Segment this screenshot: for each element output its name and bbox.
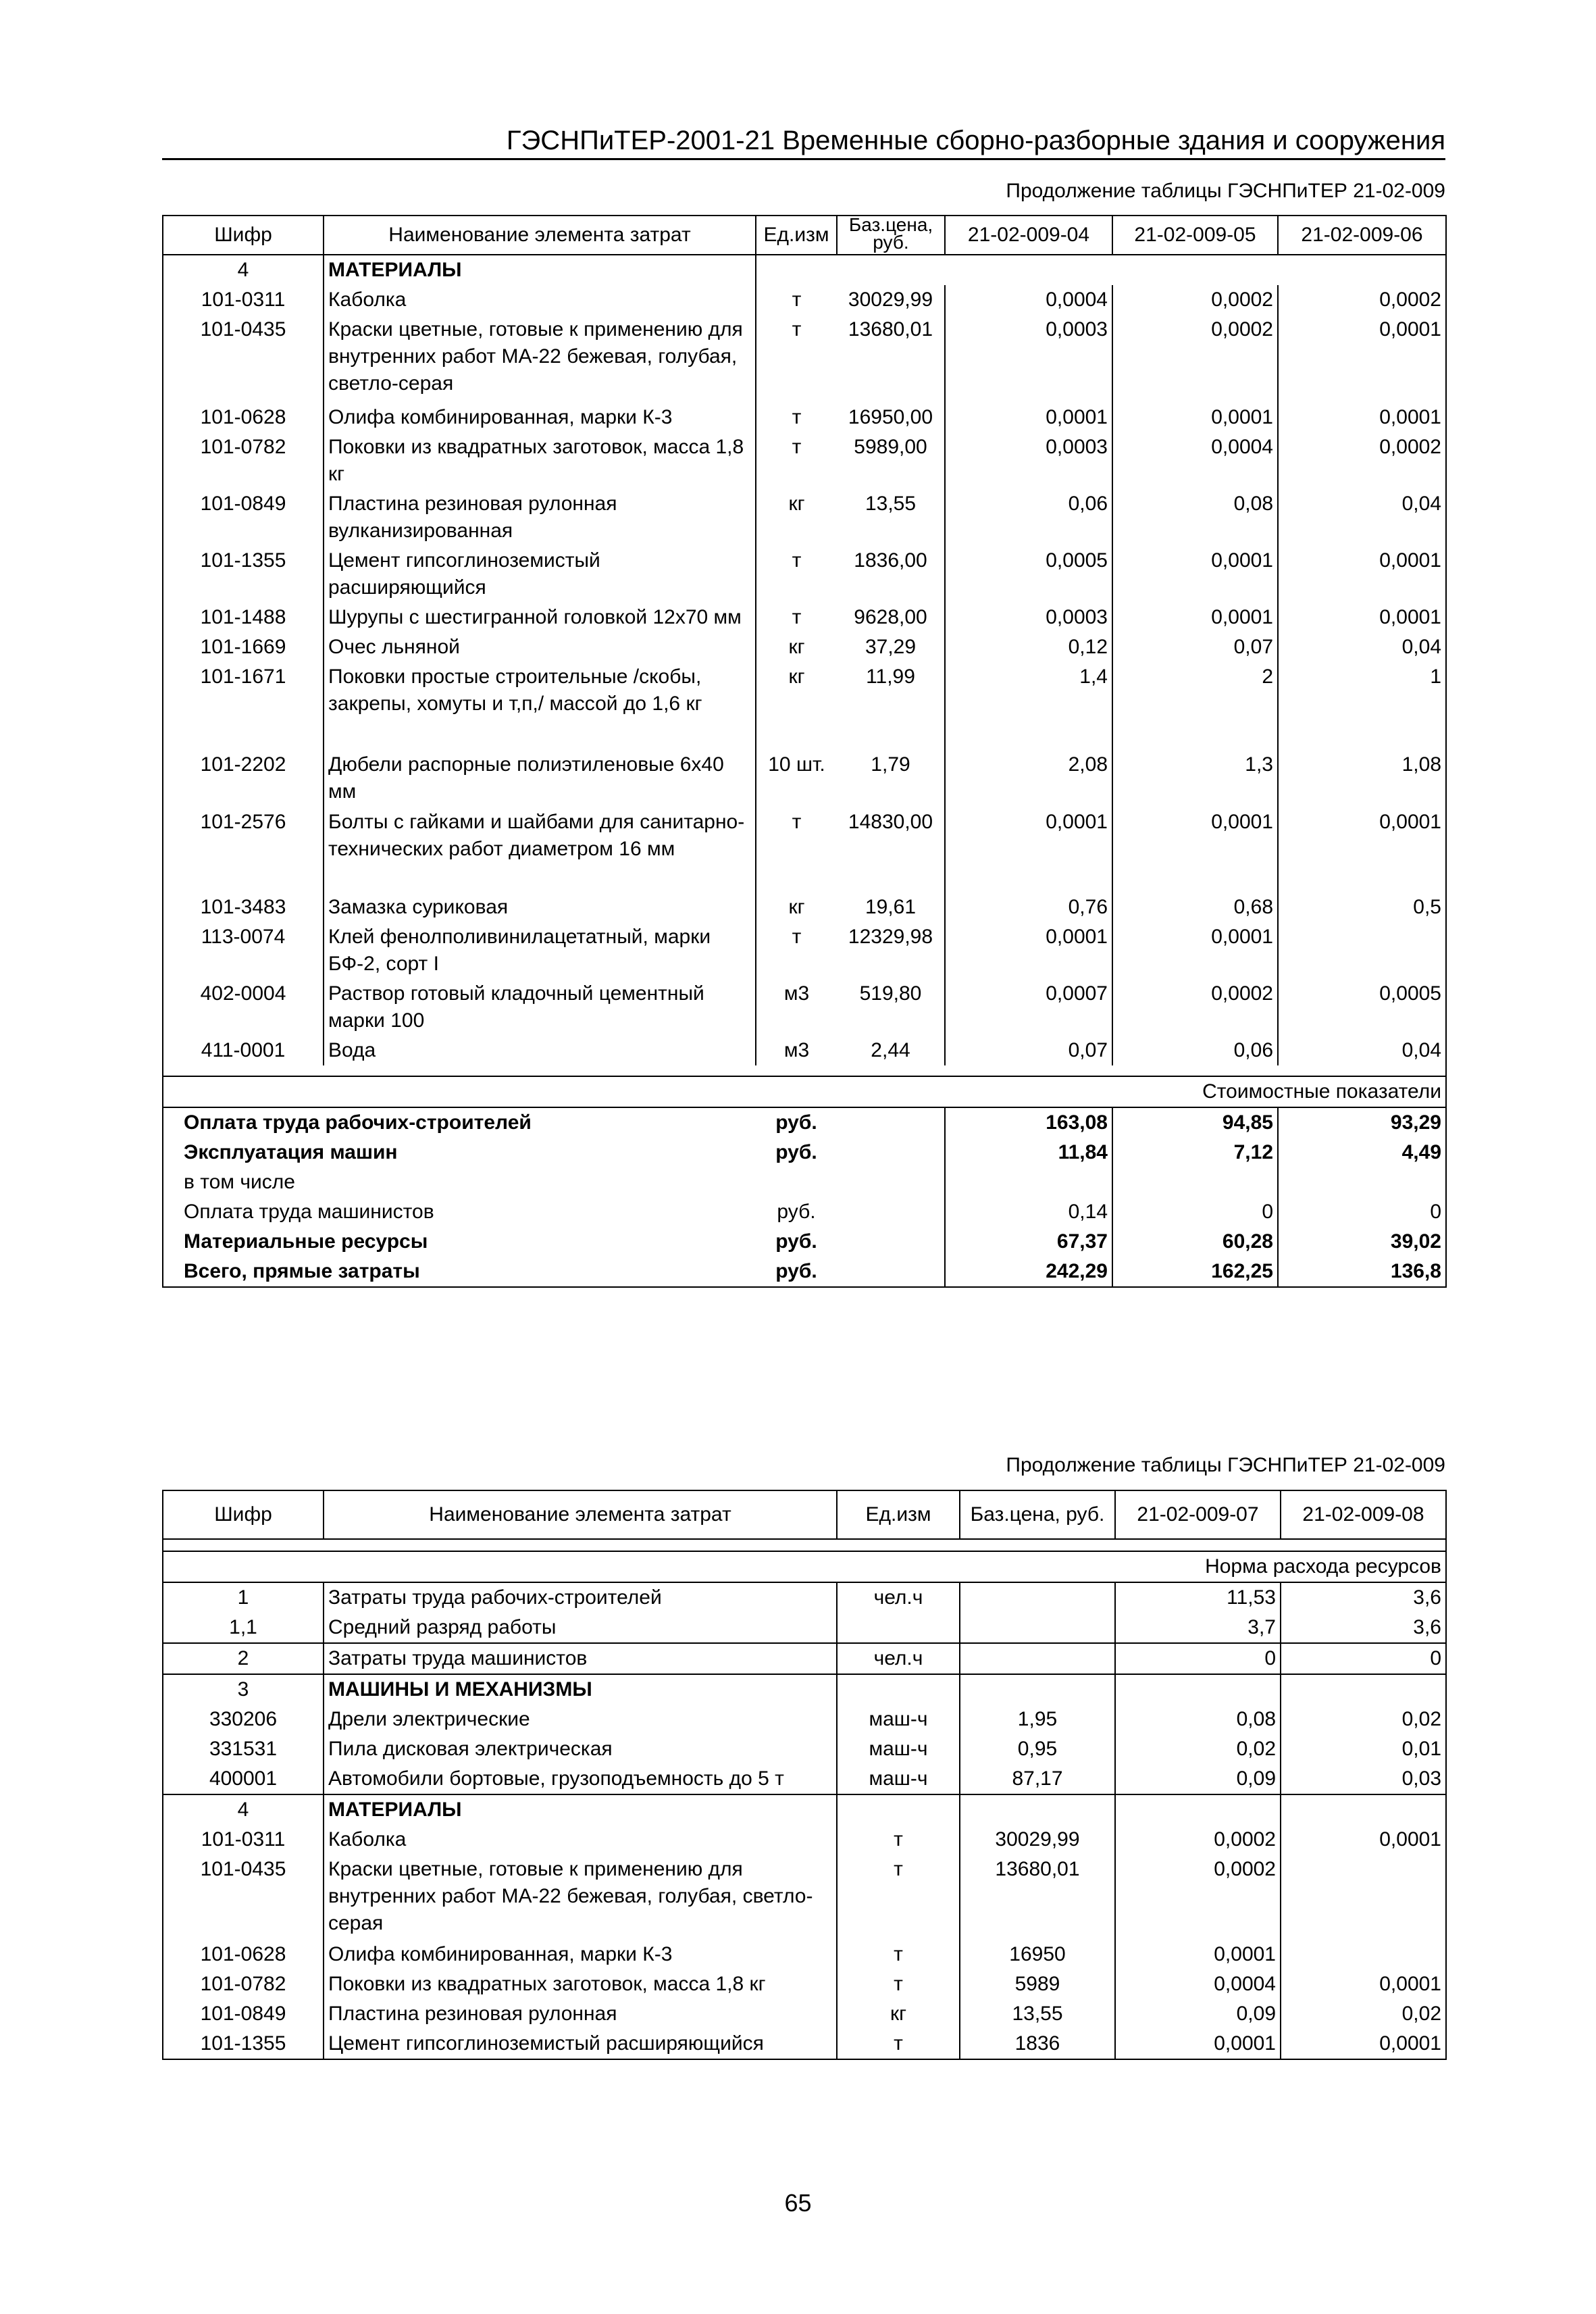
- row-value-06: 0,0001: [1278, 603, 1446, 632]
- page-header: ГЭСНПиТЕР-2001-21 Временные сборно-разборные здания и сооружения: [162, 123, 1445, 160]
- column-header: 21-02-009-04: [945, 216, 1112, 255]
- row-value-04: 0,0007: [945, 979, 1112, 1036]
- row-value-08: 3,6: [1281, 1613, 1446, 1643]
- row-value-05: 0,0001: [1112, 403, 1278, 432]
- row-name: Замазка суриковая: [324, 892, 756, 922]
- empty-cell: [837, 1138, 945, 1167]
- norm-header-row: [163, 1551, 1446, 1582]
- row-code: 101-2202: [163, 750, 324, 807]
- row-price: [960, 1582, 1115, 1613]
- row-value-08: 0,0001: [1281, 1969, 1446, 1999]
- column-header: Наименование элемента затрат: [324, 1490, 837, 1539]
- row-price: 1,95: [960, 1705, 1115, 1734]
- row-value-08: 0,01: [1281, 1734, 1446, 1764]
- row-value-08: 0: [1281, 1643, 1446, 1674]
- row-price: 5989: [960, 1969, 1115, 1999]
- column-header: Шифр: [163, 1490, 324, 1539]
- row-value-07: 0,02: [1115, 1734, 1281, 1764]
- row-name: Средний разряд работы: [324, 1613, 837, 1643]
- total-name: Эксплуатация машин: [163, 1138, 756, 1167]
- row-price: 11,99: [837, 662, 945, 750]
- total-value-05: 60,28: [1112, 1227, 1278, 1257]
- table-row: [163, 1643, 1446, 1674]
- row-unit: т: [792, 549, 802, 572]
- empty-cell: [837, 1227, 945, 1257]
- row-value-04: 0,0004: [945, 285, 1112, 315]
- row-price: 87,17: [960, 1764, 1115, 1794]
- row-unit: т: [837, 1940, 960, 1969]
- row-value-05: 0,0002: [1112, 285, 1278, 315]
- row-name: Цемент гипсоглиноземистый расширяющийся: [324, 546, 756, 603]
- row-value-06: 0,04: [1278, 1036, 1446, 1065]
- row-value-04: 0,12: [945, 632, 1112, 662]
- row-name: Затраты труда машинистов: [324, 1643, 837, 1674]
- table2-caption: Продолжение таблицы ГЭСНПиТЕР 21-02-009: [1006, 1454, 1445, 1476]
- row-value-04: 0,0001: [945, 922, 1112, 979]
- page-number: 65: [784, 2189, 812, 2217]
- row-name: МАТЕРИАЛЫ: [324, 1794, 837, 1825]
- row-price: [960, 1674, 1115, 1705]
- row-code: 101-0628: [163, 1940, 324, 1969]
- row-value-06: 0,5: [1278, 892, 1446, 922]
- row-code: 101-3483: [163, 892, 324, 922]
- total-row: [163, 1138, 1446, 1167]
- row-value-08: 0,02: [1281, 1705, 1446, 1734]
- column-header: Ед.изм: [837, 1490, 960, 1539]
- total-row: [163, 1167, 1446, 1197]
- column-header: 21-02-009-07: [1115, 1490, 1281, 1539]
- section-row: [163, 1674, 1446, 1705]
- column-header: Наименование элемента затрат: [324, 216, 756, 255]
- row-code: 402-0004: [163, 979, 324, 1036]
- section-code: 4: [163, 255, 324, 285]
- row-name: Шурупы с шестигранной головкой 12х70 мм: [324, 603, 756, 632]
- row-price: 13,55: [837, 489, 945, 546]
- table-row: [163, 1825, 1446, 1855]
- table-row: [163, 603, 1446, 632]
- total-unit: [756, 1167, 837, 1197]
- total-unit: руб.: [756, 1257, 837, 1287]
- row-price: 16950: [960, 1940, 1115, 1969]
- row-value-05: 0,0001: [1112, 922, 1278, 979]
- row-name: Клей фенолполивинилацетатный, марки БФ-2, сорт I: [324, 922, 756, 979]
- table-row: [163, 1036, 1446, 1065]
- total-value-05: 0: [1112, 1197, 1278, 1227]
- row-value-04: 0,0001: [945, 403, 1112, 432]
- row-name: Поковки из квадратных заготовок, масса 1,8 кг: [324, 432, 756, 489]
- total-row: [163, 1107, 1446, 1138]
- table-row: [163, 285, 1446, 315]
- row-value-07: [1115, 1794, 1281, 1825]
- row-unit: [837, 1794, 960, 1825]
- row-name: Дюбели распорные полиэтиленовые 6х40 мм: [324, 750, 756, 807]
- row-value-06: 0,0002: [1278, 432, 1446, 489]
- total-row: [163, 1227, 1446, 1257]
- row-code: 101-0435: [163, 315, 324, 403]
- row-value-05: 0,0001: [1112, 546, 1278, 603]
- row-value-08: [1281, 1855, 1446, 1940]
- total-value-05: 162,25: [1112, 1257, 1278, 1287]
- row-name: МАШИНЫ И МЕХАНИЗМЫ: [324, 1674, 837, 1705]
- row-name: Поковки из квадратных заготовок, масса 1,8 кг: [324, 1969, 837, 1999]
- column-header: Баз.цена, руб.: [837, 216, 945, 255]
- column-header: Ед.изм: [756, 216, 837, 255]
- row-code: 101-0435: [163, 1855, 324, 1940]
- row-code: 101-0782: [163, 432, 324, 489]
- row-unit: т: [792, 318, 802, 341]
- row-unit: т: [792, 436, 802, 458]
- table1-caption: Продолжение таблицы ГЭСНПиТЕР 21-02-009: [1006, 180, 1445, 202]
- total-value-05: 7,12: [1112, 1138, 1278, 1167]
- row-price: 13,55: [960, 1999, 1115, 2029]
- total-unit: руб.: [775, 1111, 817, 1134]
- row-unit: т: [837, 1825, 960, 1855]
- row-value-06: 0,04: [1278, 489, 1446, 546]
- row-name: Затраты труда рабочих-строителей: [324, 1582, 837, 1613]
- row-code: 331531: [163, 1734, 324, 1764]
- row-value-05: 2: [1112, 662, 1278, 750]
- row-unit: кг: [788, 493, 805, 515]
- row-price: [960, 1613, 1115, 1643]
- row-name: Каболка: [324, 285, 756, 315]
- table-row: [163, 1999, 1446, 2029]
- total-value-06: 39,02: [1278, 1227, 1446, 1257]
- total-name: в том числе: [163, 1167, 756, 1197]
- total-name: Материальные ресурсы: [163, 1227, 756, 1257]
- row-value-06: 1,08: [1278, 750, 1446, 807]
- column-header: 21-02-009-06: [1278, 216, 1446, 255]
- table-row: [163, 1940, 1446, 1969]
- row-unit: т: [792, 811, 802, 833]
- row-value-06: 0,0005: [1278, 979, 1446, 1036]
- total-row: [163, 1257, 1446, 1287]
- row-value-07: 0,08: [1115, 1705, 1281, 1734]
- table-row: [163, 1582, 1446, 1613]
- row-unit: чел.ч: [837, 1643, 960, 1674]
- section-row: [163, 1794, 1446, 1825]
- column-header: Баз.цена, руб.: [960, 1490, 1115, 1539]
- row-unit: 10 шт.: [768, 753, 825, 776]
- total-value-04: 11,84: [945, 1138, 1112, 1167]
- row-price: 37,29: [837, 632, 945, 662]
- empty-cell: [945, 255, 1112, 285]
- row-name: Очес льняной: [324, 632, 756, 662]
- row-price: 30029,99: [837, 285, 945, 315]
- row-name: Краски цветные, готовые к применению для внутренних работ МА-22 бежевая, голубая, светло-серая: [324, 315, 756, 403]
- row-value-08: 3,6: [1281, 1582, 1446, 1613]
- empty-cell: [837, 1107, 945, 1138]
- total-value-05: 94,85: [1112, 1107, 1278, 1138]
- row-price: [960, 1643, 1115, 1674]
- table-row: [163, 1705, 1446, 1734]
- row-unit: кг: [788, 636, 805, 658]
- row-unit: т: [792, 406, 802, 428]
- row-code: 101-0849: [163, 1999, 324, 2029]
- row-unit: кг: [837, 1999, 960, 2029]
- total-name: Оплата труда машинистов: [163, 1197, 756, 1227]
- row-name: Каболка: [324, 1825, 837, 1855]
- row-name: Олифа комбинированная, марки К-3: [324, 1940, 837, 1969]
- row-value-07: 0: [1115, 1643, 1281, 1674]
- table-row: [163, 1764, 1446, 1794]
- row-price: 2,44: [837, 1036, 945, 1065]
- row-code: 2: [163, 1643, 324, 1674]
- row-value-04: 0,0003: [945, 315, 1112, 403]
- row-code: 101-0628: [163, 403, 324, 432]
- row-value-07: 0,0001: [1115, 2029, 1281, 2059]
- row-name: Болты с гайками и шайбами для санитарно-технических работ диаметром 16 мм: [324, 807, 756, 892]
- table-row: [163, 546, 1446, 603]
- row-unit: м3: [783, 1039, 810, 1061]
- row-unit: маш-ч: [837, 1734, 960, 1764]
- total-name: Оплата труда рабочих-строителей: [163, 1107, 756, 1138]
- row-unit: кг: [788, 665, 805, 688]
- row-code: 3: [163, 1674, 324, 1705]
- row-name: Раствор готовый кладочный цементный марки 100: [324, 979, 756, 1036]
- row-price: 5989,00: [837, 432, 945, 489]
- row-unit: [837, 1613, 960, 1643]
- row-value-06: 1: [1278, 662, 1446, 750]
- norm-header: Норма расхода ресурсов: [163, 1551, 1446, 1582]
- row-price: 13680,01: [837, 315, 945, 403]
- row-value-06: 0,0001: [1278, 546, 1446, 603]
- empty-cell: [1278, 255, 1446, 285]
- total-value-06: 0: [1278, 1197, 1446, 1227]
- empty-cell: [837, 255, 945, 285]
- table-row: [163, 892, 1446, 922]
- row-unit: м3: [783, 982, 810, 1005]
- total-unit: руб.: [775, 1230, 817, 1253]
- row-value-05: 1,3: [1112, 750, 1278, 807]
- row-value-06: 0,0001: [1278, 807, 1446, 892]
- row-unit: т: [792, 606, 802, 628]
- table-header-row: [163, 216, 1446, 255]
- row-value-07: 0,0002: [1115, 1855, 1281, 1940]
- row-price: 9628,00: [837, 603, 945, 632]
- empty-cell: [837, 1167, 945, 1197]
- table-row: [163, 315, 1446, 403]
- row-price: 30029,99: [960, 1825, 1115, 1855]
- row-code: 101-1488: [163, 603, 324, 632]
- cost-table-2: [162, 1490, 1447, 2060]
- row-unit: маш-ч: [837, 1764, 960, 1794]
- row-value-07: 3,7: [1115, 1613, 1281, 1643]
- spacer-row: [163, 1065, 1446, 1076]
- row-code: 101-0311: [163, 1825, 324, 1855]
- row-name: Вода: [324, 1036, 756, 1065]
- row-value-06: 0,04: [1278, 632, 1446, 662]
- row-code: 400001: [163, 1764, 324, 1794]
- row-price: 1836,00: [837, 546, 945, 603]
- row-name: Автомобили бортовые, грузоподъемность до 5 т: [324, 1764, 837, 1794]
- row-price: 1836: [960, 2029, 1115, 2059]
- row-price: [960, 1794, 1115, 1825]
- row-price: 19,61: [837, 892, 945, 922]
- total-value-06: [1278, 1167, 1446, 1197]
- row-name: Пластина резиновая рулонная: [324, 1999, 837, 2029]
- row-value-08: [1281, 1674, 1446, 1705]
- cost-header-row: [163, 1076, 1446, 1107]
- total-value-05: [1112, 1167, 1278, 1197]
- row-value-07: 11,53: [1115, 1582, 1281, 1613]
- section-row: [163, 255, 1446, 285]
- row-value-04: 1,4: [945, 662, 1112, 750]
- row-value-06: 0,0002: [1278, 285, 1446, 315]
- row-value-08: [1281, 1940, 1446, 1969]
- empty-cell: [1112, 255, 1278, 285]
- column-header: 21-02-009-05: [1112, 216, 1278, 255]
- row-value-04: 0,0003: [945, 432, 1112, 489]
- row-code: 1,1: [163, 1613, 324, 1643]
- row-name: Пила дисковая электрическая: [324, 1734, 837, 1764]
- row-name: Пластина резиновая рулонная вулканизированная: [324, 489, 756, 546]
- row-value-06: [1278, 922, 1446, 979]
- row-name: Краски цветные, готовые к применению для внутренних работ МА-22 бежевая, голубая, светло-серая: [324, 1855, 837, 1940]
- table-row: [163, 979, 1446, 1036]
- total-value-04: [945, 1167, 1112, 1197]
- row-code: 101-1669: [163, 632, 324, 662]
- row-code: 1: [163, 1582, 324, 1613]
- row-price: 13680,01: [960, 1855, 1115, 1940]
- total-value-04: 242,29: [945, 1257, 1112, 1287]
- row-value-04: 0,0005: [945, 546, 1112, 603]
- total-unit: руб.: [775, 1141, 817, 1163]
- row-value-05: 0,0002: [1112, 315, 1278, 403]
- row-value-07: 0,0001: [1115, 1940, 1281, 1969]
- row-price: 16950,00: [837, 403, 945, 432]
- empty-cell: [163, 1065, 1446, 1076]
- row-value-04: 0,07: [945, 1036, 1112, 1065]
- row-price: 12329,98: [837, 922, 945, 979]
- row-value-07: 0,0004: [1115, 1969, 1281, 1999]
- row-value-08: 0,0001: [1281, 1825, 1446, 1855]
- row-unit: т: [837, 1969, 960, 1999]
- row-unit: кг: [788, 896, 805, 918]
- row-value-04: 0,06: [945, 489, 1112, 546]
- row-unit: т: [792, 926, 802, 948]
- row-code: 101-0311: [163, 285, 324, 315]
- total-name: Всего, прямые затраты: [163, 1257, 756, 1287]
- row-value-08: 0,03: [1281, 1764, 1446, 1794]
- empty-cell: [837, 1257, 945, 1287]
- section-title: МАТЕРИАЛЫ: [324, 255, 756, 285]
- row-value-06: 0,0001: [1278, 315, 1446, 403]
- table-row: [163, 807, 1446, 892]
- empty-cell: [837, 1197, 945, 1227]
- table-row: [163, 1969, 1446, 1999]
- row-name: Поковки простые строительные /скобы, закрепы, хомуты и т,п,/ массой до 1,6 кг: [324, 662, 756, 750]
- row-value-08: [1281, 1794, 1446, 1825]
- column-header: 21-02-009-08: [1281, 1490, 1446, 1539]
- row-value-07: 0,09: [1115, 1999, 1281, 2029]
- table-row: [163, 1855, 1446, 1940]
- row-code: 113-0074: [163, 922, 324, 979]
- row-name: Цемент гипсоглиноземистый расширяющийся: [324, 2029, 837, 2059]
- row-value-07: [1115, 1674, 1281, 1705]
- row-value-05: 0,0002: [1112, 979, 1278, 1036]
- table-row: [163, 750, 1446, 807]
- row-code: 101-1355: [163, 546, 324, 603]
- empty-cell: [163, 1539, 1446, 1551]
- row-unit: т: [837, 1855, 960, 1940]
- row-price: 0,95: [960, 1734, 1115, 1764]
- total-value-06: 4,49: [1278, 1138, 1446, 1167]
- row-value-07: 0,0002: [1115, 1825, 1281, 1855]
- row-price: 519,80: [837, 979, 945, 1036]
- total-value-04: 67,37: [945, 1227, 1112, 1257]
- table-row: [163, 432, 1446, 489]
- table-row: [163, 403, 1446, 432]
- row-code: 101-2576: [163, 807, 324, 892]
- row-code: 101-0782: [163, 1969, 324, 1999]
- row-value-04: 0,0001: [945, 807, 1112, 892]
- empty-cell: [756, 255, 837, 285]
- total-value-06: 93,29: [1278, 1107, 1446, 1138]
- row-code: 411-0001: [163, 1036, 324, 1065]
- row-price: 14830,00: [837, 807, 945, 892]
- row-unit: [837, 1674, 960, 1705]
- row-code: 101-1355: [163, 2029, 324, 2059]
- total-value-06: 136,8: [1278, 1257, 1446, 1287]
- row-value-05: 0,08: [1112, 489, 1278, 546]
- table-row: [163, 1613, 1446, 1643]
- total-value-04: 163,08: [945, 1107, 1112, 1138]
- table-row: [163, 632, 1446, 662]
- row-value-04: 2,08: [945, 750, 1112, 807]
- row-value-06: 0,0001: [1278, 403, 1446, 432]
- row-value-08: 0,0001: [1281, 2029, 1446, 2059]
- row-value-05: 0,0001: [1112, 603, 1278, 632]
- row-code: 4: [163, 1794, 324, 1825]
- row-unit: т: [837, 2029, 960, 2059]
- row-value-05: 0,68: [1112, 892, 1278, 922]
- row-value-08: 0,02: [1281, 1999, 1446, 2029]
- row-name: Олифа комбинированная, марки К-3: [324, 403, 756, 432]
- table-row: [163, 2029, 1446, 2059]
- column-header: Шифр: [163, 216, 324, 255]
- row-name: Дрели электрические: [324, 1705, 837, 1734]
- row-unit: чел.ч: [837, 1582, 960, 1613]
- table-row: [163, 489, 1446, 546]
- row-value-04: 0,76: [945, 892, 1112, 922]
- spacer-row: [163, 1539, 1446, 1551]
- row-code: 101-0849: [163, 489, 324, 546]
- row-value-05: 0,07: [1112, 632, 1278, 662]
- row-unit: маш-ч: [837, 1705, 960, 1734]
- row-value-05: 0,06: [1112, 1036, 1278, 1065]
- total-value-04: 0,14: [945, 1197, 1112, 1227]
- cost-table-1: [162, 215, 1447, 1288]
- row-value-05: 0,0004: [1112, 432, 1278, 489]
- table-row: [163, 1734, 1446, 1764]
- row-code: 101-1671: [163, 662, 324, 750]
- row-value-04: 0,0003: [945, 603, 1112, 632]
- row-price: 1,79: [837, 750, 945, 807]
- table-row: [163, 922, 1446, 979]
- table-header-row: [163, 1490, 1446, 1539]
- total-row: [163, 1197, 1446, 1227]
- row-value-05: 0,0001: [1112, 807, 1278, 892]
- table-row: [163, 662, 1446, 750]
- row-code: 330206: [163, 1705, 324, 1734]
- row-unit: т: [792, 288, 802, 311]
- cost-header: Стоимостные показатели: [163, 1076, 1446, 1107]
- row-value-07: 0,09: [1115, 1764, 1281, 1794]
- total-unit: руб.: [777, 1201, 816, 1223]
